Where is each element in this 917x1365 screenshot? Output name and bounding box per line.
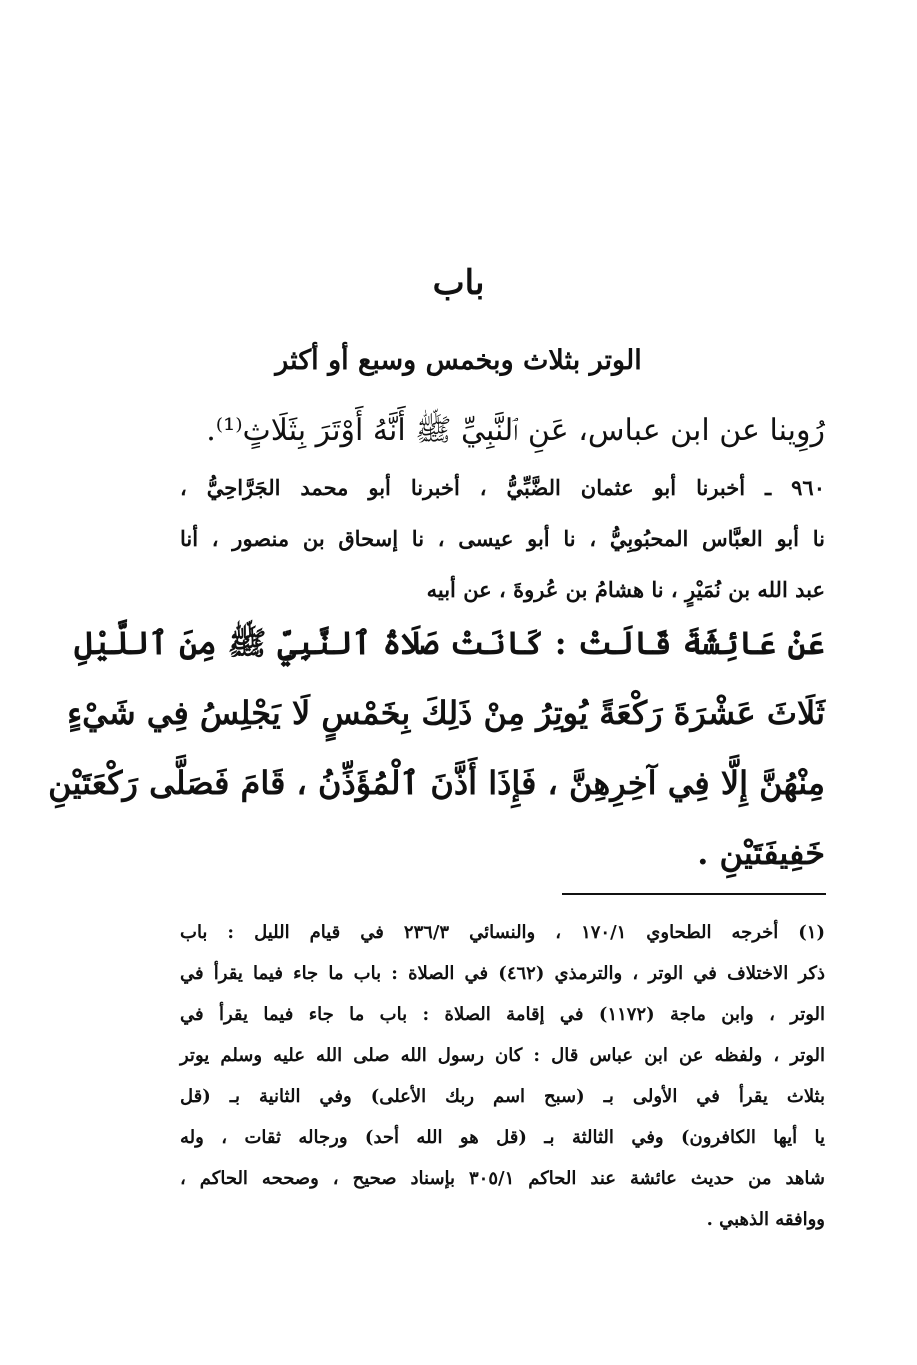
hadith-line: خَفِيفَتَيْنِ . xyxy=(697,834,825,872)
isnad-line: عبد الله بن نُمَيْرٍ ، نا هشامُ بن عُروةَ ، عن أبيه xyxy=(426,577,825,602)
footnote-line: الوتر ، ولفظه عن ابن عباس قال : كان رسول الله صلى الله عليه وسلم يوتر xyxy=(180,1045,825,1066)
hadith-line: عَنْ عَائِشَةَ قَالَتْ : كَانَتْ صَلَاةُ ٱلنَّبِيِّ ﷺ مِنَ ٱللَّيْلِ xyxy=(74,624,825,662)
intro-line: رُوِينا عن ابن عباس، عَنِ ٱلنَّبِيِّ ﷺ أَنَّهُ أَوْتَرَ بِثَلَاثٍ⁽¹⁾. xyxy=(206,413,825,448)
intro-paragraph xyxy=(180,402,825,460)
footnote-line: بثلاث يقرأ في الأولى بـ (سبح اسم ربك الأعلى) وفي الثانية بـ (قل xyxy=(180,1086,825,1107)
isnad-line: ٩٦٠ ـ أخبرنا أبو عثمان الضَّبِّيُّ ، أخبرنا أبو محمد الجَرَّاحِيُّ ، xyxy=(180,475,825,500)
hadith-line: ثَلَاثَ عَشْرَةَ رَكْعَةً يُوتِرُ مِنْ ذَلِكَ بِخَمْسٍ لَا يَجْلِسُ فِي شَيْءٍ xyxy=(67,694,825,732)
footnote-line: ووافقه الذهبي . xyxy=(706,1209,825,1230)
footnote-line: شاهد من حديث عائشة عند الحاكم ٣٠٥/١ بإسناد صحيح ، وصححه الحاكم ، xyxy=(180,1168,825,1189)
footnote-line: الوتر ، وابن ماجة (١١٧٢) في إقامة الصلاة : باب ما جاء فيما يقرأ في xyxy=(180,1004,825,1025)
footnote-line: يا أيها الكافرون) وفي الثالثة بـ (قل هو الله أحد) ورجاله ثقات ، وله xyxy=(180,1127,825,1148)
hadith-line: مِنْهُنَّ إِلَّا فِي آخِرِهِنَّ ، فَإِذَا أَذَّنَ ٱلْمُؤَذِّنُ ، قَامَ فَصَلَّى رَكْعَتَيْنِ xyxy=(48,764,825,802)
chapter-title: الوتر بثلاث وبخمس وسبع أو أكثر xyxy=(275,345,642,376)
hadith-text xyxy=(48,608,825,888)
chapter-label: باب xyxy=(432,263,485,303)
footnote-separator xyxy=(562,893,826,895)
footnote-line: (١) أخرجه الطحاوي ١٧٠/١ ، والنسائي ٢٣٦/٣ في قيام الليل : باب xyxy=(180,922,825,943)
isnad-paragraph xyxy=(180,462,825,615)
isnad-line: نا أبو العبَّاس المحبُوبِيُّ ، نا أبو عيسى ، نا إسحاق بن منصور ، أنا xyxy=(180,526,825,551)
footnotes xyxy=(180,912,825,1240)
footnote-line: ذكر الاختلاف في الوتر ، والترمذي (٤٦٢) في الصلاة : باب ما جاء فيما يقرأ في xyxy=(180,963,825,984)
